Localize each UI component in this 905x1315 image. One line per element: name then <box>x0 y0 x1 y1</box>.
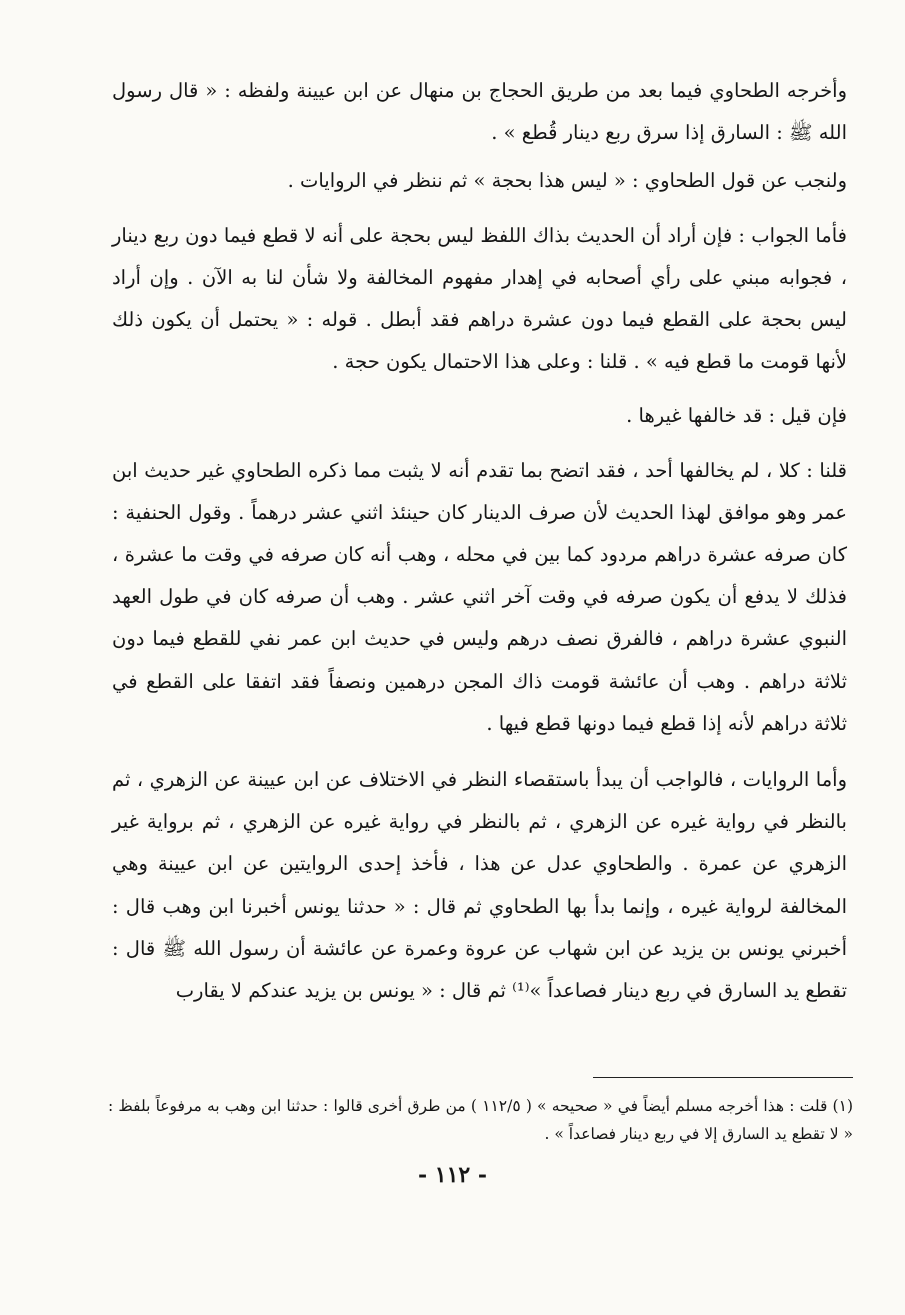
paragraph: فإن قيل : قد خالفها غيرها . <box>626 404 847 428</box>
footnote: (١) قلت : هذا أخرجه مسلم أيضاً في « صحيحه » ( ١١٢/٥ ) من طرق أخرى قالوا : حدثنا ابن وهب به مرفوعاً بلفظ : « لا تقطع يد السارق إلا في ربع دينار فصاعداً » . <box>108 1097 853 1143</box>
paragraph: وأخرجه الطحاوي فيما بعد من طريق الحجاج بن منهال عن ابن عيينة ولفظه : « قال رسول الله ﷺ : السارق إذا سرق ربع دينار قُطع » . <box>112 79 847 145</box>
paragraph: قلنا : كلا ، لم يخالفها أحد ، فقد اتضح بما تقدم أنه لا يثبت مما ذكره الطحاوي غير حديث ابن عمر وهو موافق لهذا الحديث لأن صرف الدينار كان حينئذ اثني عشر درهماً . وقول الحنفية : كان صرفه عشرة دراهم مردود كما بين في محله ، وهب أنه كان صرفه في وقت ما عشرة ، فذلك لا يدفع أن يكون صرفه في وقت آخر اثني عشر . وهب أن صرفه كان في طول العهد النبوي عشرة دراهم ، فالفرق نصف درهم وليس في حديث ابن عمر نفي للقطع فيما دون ثلاثة دراهم . وهب أن عائشة قومت ذاك المجن درهمين ونصفاً فقد اتفقا على القطع في ثلاثة دراهم لأنه إذا قطع فيما دونها قطع فيها . <box>112 458 847 735</box>
paragraph: فأما الجواب : فإن أراد أن الحديث بذاك اللفظ ليس بحجة على أنه لا قطع فيما دون ربع دينار ، فجوابه مبني على رأي أصحابه في إهدار مفهوم المخالفة ولا شأن لنا به الآن . وإن أراد ليس بحجة على القطع فيما دون عشرة دراهم فقد أبطل . قوله : « يحتمل أن يكون ذلك لأنها قومت ما قطع فيه » . قلنا : وعلى هذا الاحتمال يكون حجة . <box>112 223 847 374</box>
footnote-divider <box>593 1077 853 1078</box>
page-number: - ١١٢ - <box>417 1162 488 1188</box>
page-body <box>112 70 847 1024</box>
paragraph: ولنجب عن قول الطحاوي : « ليس هذا بحجة » ثم ننظر في الروايات . <box>287 169 847 193</box>
paragraph: وأما الروايات ، فالواجب أن يبدأ باستقصاء النظر في الاختلاف عن ابن عيينة عن الزهري ، ثم بالنظر في رواية غيره عن الزهري ، ثم بالنظر في رواية غيره عن الزهري ، ثم برواية غير الزهري عن عمرة . والطحاوي عدل عن هذا ، فأخذ إحدى الروايتين عن ابن عيينة وهي المخالفة لرواية غيره ، وإنما بدأ بها الطحاوي ثم قال : « حدثنا يونس أخبرنا ابن وهب قال : أخبرني يونس بن يزيد عن ابن شهاب عن عروة وعمرة عن عائشة أن رسول الله ﷺ قال : تقطع يد السارق في ربع دينار فصاعداً »⁽¹⁾ ثم قال : « يونس بن يزيد عندكم لا يقارب <box>112 768 847 1003</box>
